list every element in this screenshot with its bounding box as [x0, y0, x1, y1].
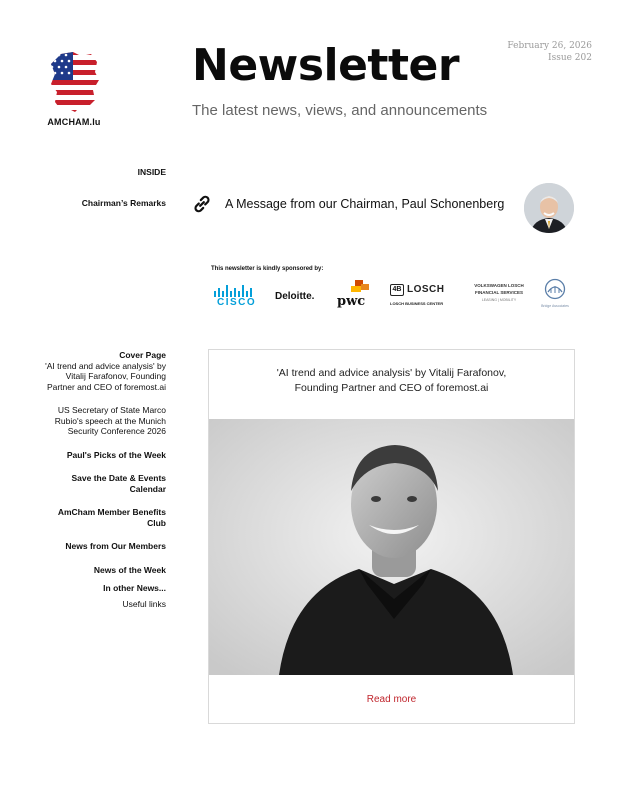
read-more-link[interactable]: Read more — [366, 694, 417, 705]
logo-text: AMCHAM.lu — [47, 117, 101, 127]
chairman-remarks-label: Chairman’s Remarks — [81, 198, 166, 208]
bridge-circle-icon — [544, 278, 566, 300]
chairman-avatar — [524, 183, 574, 233]
cisco-text: CISCO — [217, 297, 257, 308]
pwc-text: pwc — [337, 294, 366, 309]
losch-business-center-text: LOSCH BUSINESS CENTER — [390, 301, 444, 306]
vw-losch-line3: LEASING | MOBILITY — [481, 298, 517, 302]
bridge-associates-logo[interactable] — [540, 278, 570, 314]
toc-useful-links[interactable]: Useful links — [122, 598, 166, 609]
toc-cover-page[interactable]: Cover Page — [119, 350, 166, 360]
chairman-message-link[interactable] — [191, 193, 504, 215]
vw-losch-line2: FINANCIAL SERVICES — [474, 290, 524, 295]
inside-label: INSIDE — [137, 167, 166, 177]
toc-pauls-picks[interactable]: Paul's Picks of the Week — [66, 449, 166, 460]
cisco-logo[interactable] — [213, 284, 255, 312]
losch-text: LOSCH — [407, 284, 445, 295]
toc-rubio-item[interactable]: US Secretary of State Marco Rubio's speech at the Munich Security Conference 2026 — [54, 405, 166, 436]
cover-title-line1: 'AI trend and advice analysis' by Vitalij Farafonov, — [276, 367, 507, 379]
toc-save-the-date[interactable]: Save the Date & Events Calendar — [71, 473, 166, 494]
deloitte-logo[interactable]: Deloitte. — [275, 291, 315, 302]
link-icon — [191, 193, 213, 215]
issue-date: February 26, 2026 — [507, 41, 592, 51]
cover-portrait-photo — [209, 419, 574, 675]
table-of-contents — [40, 350, 166, 622]
cover-title-line2: Founding Partner and CEO of foremost.ai — [294, 382, 489, 394]
sponsor-label: This newsletter is kindly sponsored by: — [211, 266, 324, 272]
bridge-text: Bridge Associates — [541, 304, 569, 308]
issue-number: Issue 202 — [548, 53, 592, 63]
page-subtitle: The latest news, views, and announcements — [192, 102, 488, 119]
sponsor-logos — [211, 278, 577, 314]
losch-business-center-logo[interactable] — [390, 284, 454, 310]
chairman-message-text: A Message from our Chairman, Paul Schonenberg — [225, 197, 505, 211]
vw-losch-line1: VOLKSWAGEN LOSCH — [474, 283, 524, 288]
cisco-bars-icon — [213, 285, 255, 297]
pwc-logo[interactable] — [337, 280, 373, 312]
vw-losch-financial-logo[interactable] — [468, 283, 530, 311]
toc-news-week[interactable]: News of the Week — [93, 564, 166, 575]
toc-news-members[interactable]: News from Our Members — [65, 541, 166, 551]
toc-cover-item[interactable]: 'AI trend and advice analysis' by Vitalij Farafonov, Founding Partner and CEO of foremost.ai — [45, 360, 166, 392]
amcham-logo[interactable] — [44, 50, 104, 127]
cover-story-card — [208, 349, 575, 724]
page-title: Newsletter — [192, 40, 460, 91]
cover-story-title — [209, 366, 574, 396]
toc-other-news[interactable]: In other News... — [103, 583, 166, 593]
losch-box-icon: 4B — [390, 284, 404, 296]
toc-benefits-club[interactable]: AmCham Member Benefits Club — [57, 507, 166, 528]
flag-map-icon — [47, 50, 101, 116]
issue-meta — [507, 40, 592, 64]
